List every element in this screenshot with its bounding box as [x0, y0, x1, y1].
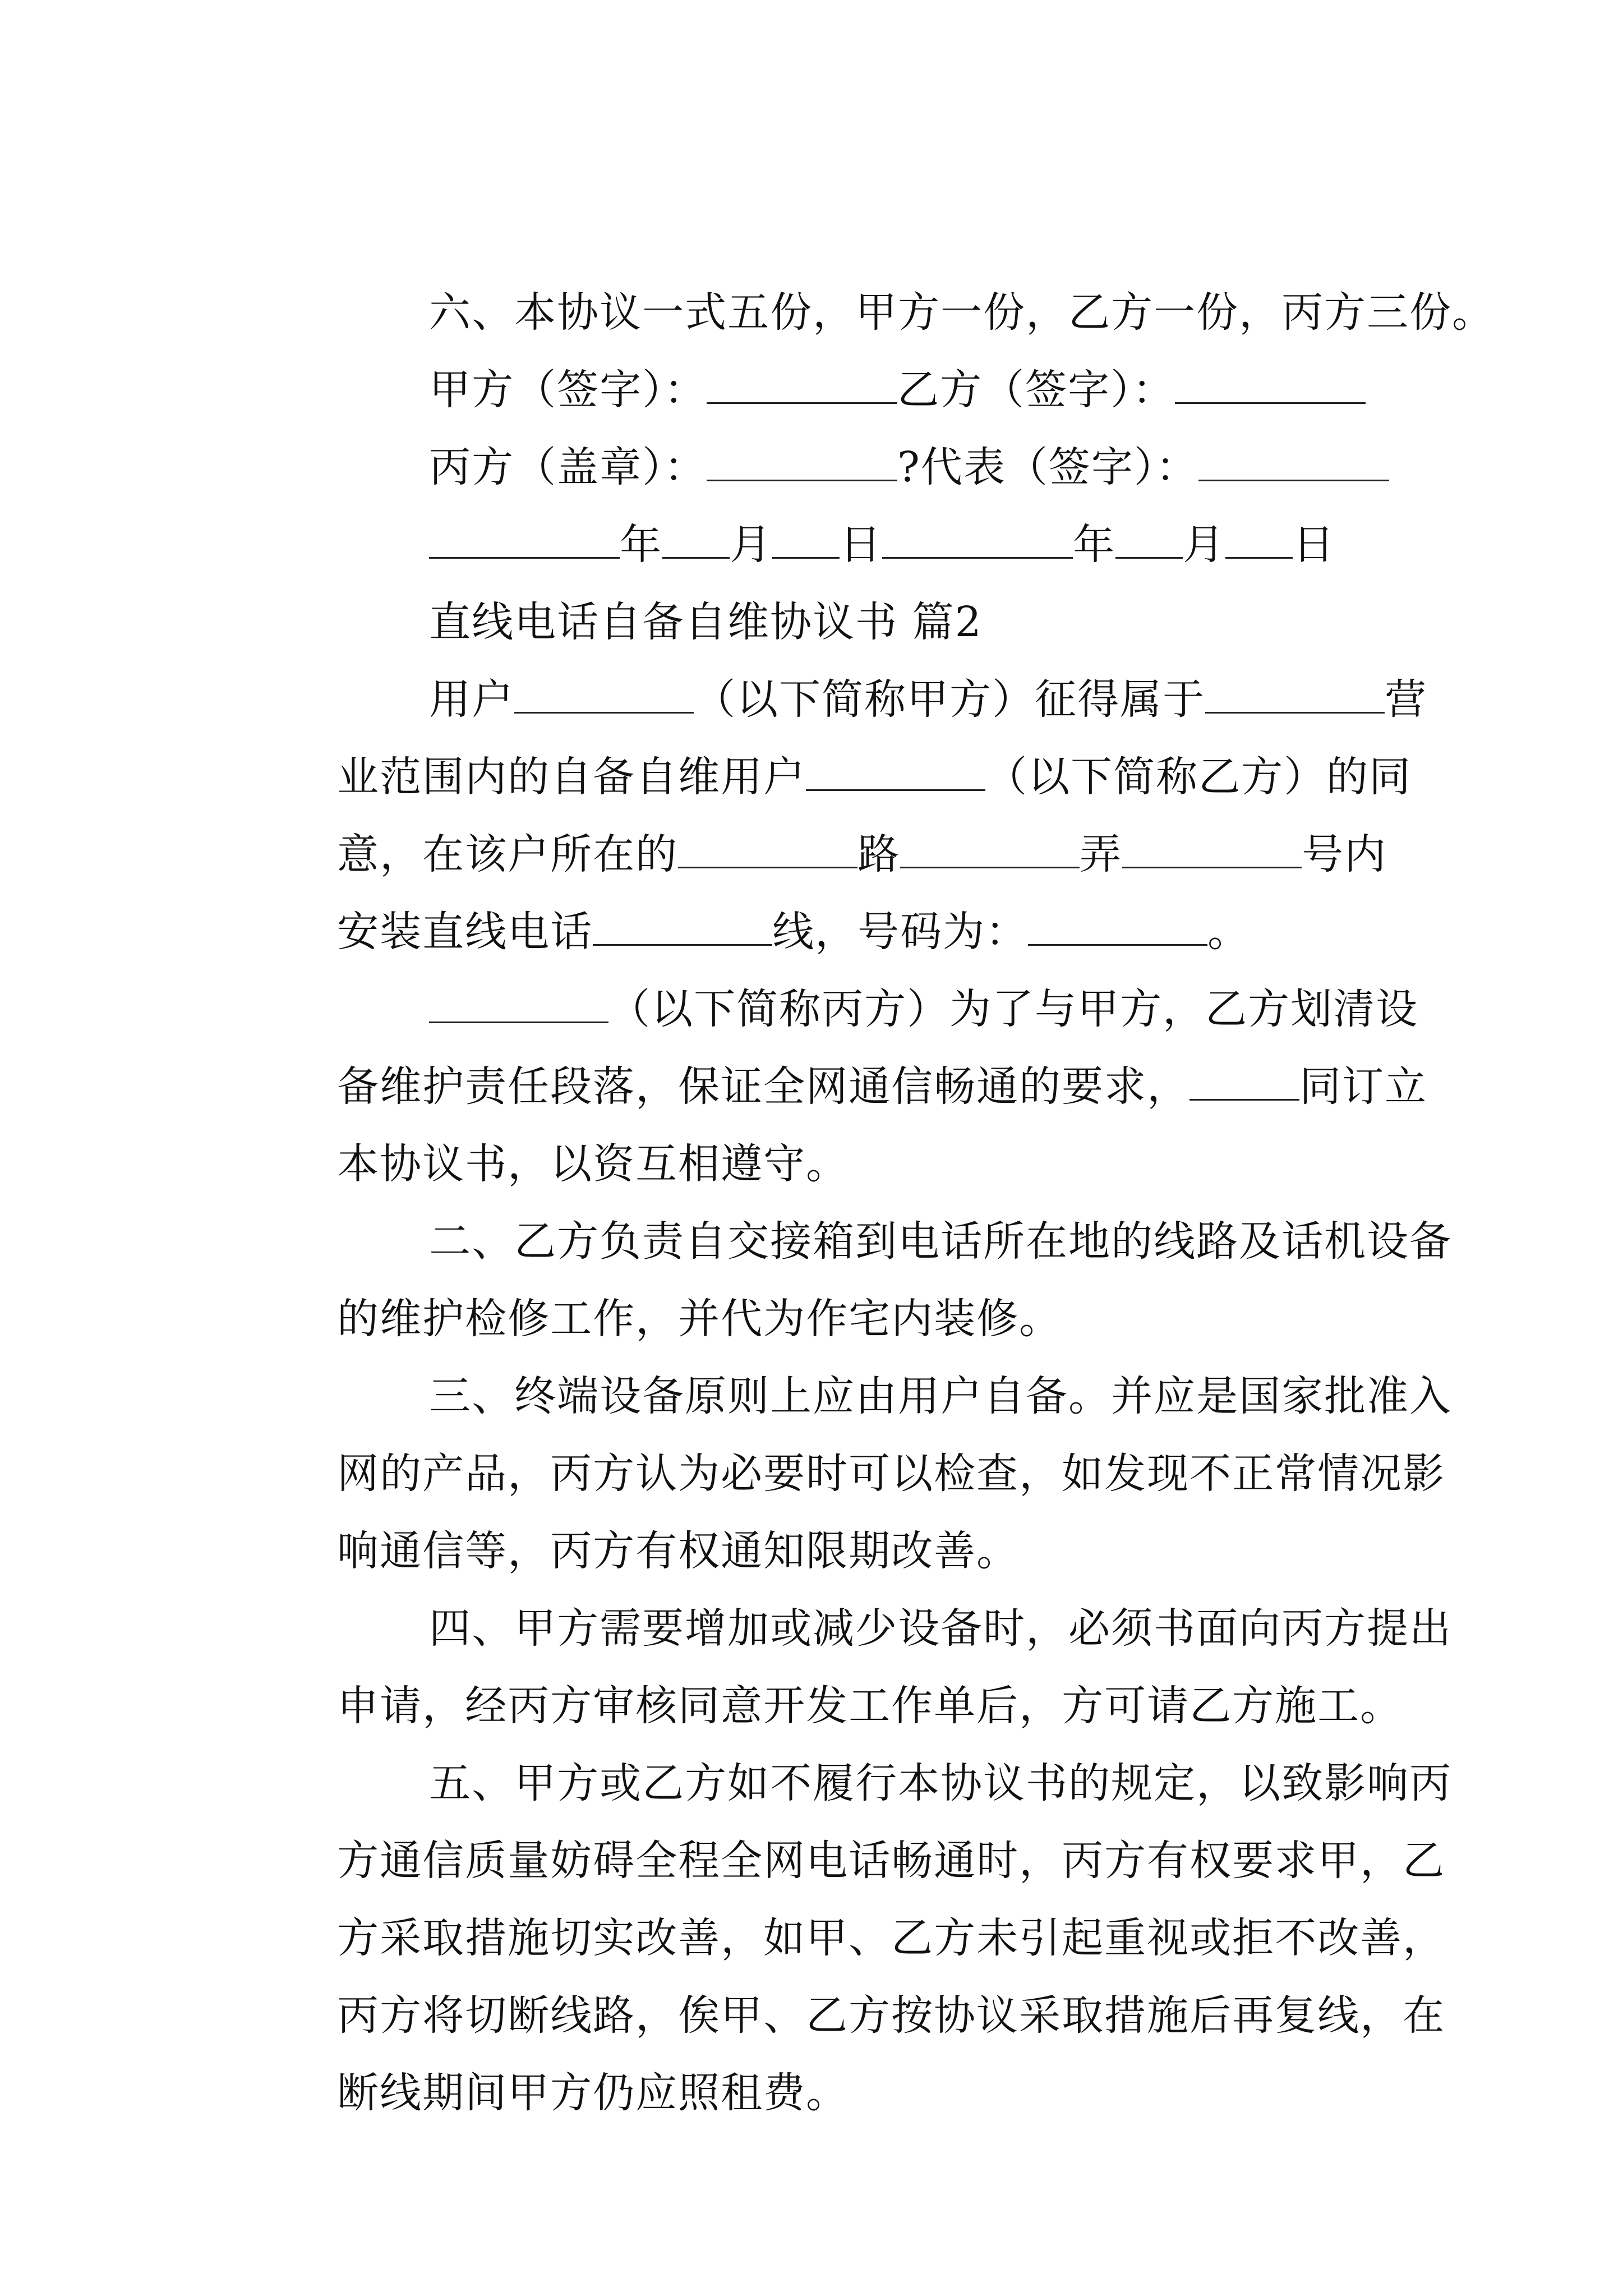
signature-line-c: 丙方（盖章）： ?代表（签字）：	[251, 351, 1373, 429]
paragraph-intro-line: 安装直线电话 线，号码为： 。	[251, 816, 1373, 893]
clause-four: 四、甲方需要增加或减少设备时，必须书面向丙方提出	[429, 1604, 1453, 1653]
blank-field	[1225, 508, 1293, 559]
clause-four: 申请，经丙方审核同意开发工作单后，方可请乙方施工。	[337, 1682, 1403, 1730]
blank-field	[1115, 508, 1183, 559]
blank-field	[900, 817, 1080, 868]
paragraph-intro-line: 业范围内的自备自维用户 （以下简称乙方）的同	[251, 661, 1373, 738]
paragraph-intro-line: 意，在该户所在的 路 弄 号内	[251, 738, 1373, 816]
blank-field	[678, 817, 857, 868]
date-line: 年 月 日 年 月 日	[251, 429, 1373, 506]
clause-five: 丙方将切断线路，俟甲、乙方按协议采取措施后再复线，在	[337, 1991, 1446, 2040]
clause-two: 二、乙方负责自交接箱到电话所在地的线路及话机设备	[429, 1217, 1453, 1266]
blank-field	[429, 508, 620, 559]
clause-five: 断线期间甲方仍应照租费。	[337, 2069, 849, 2117]
paragraph-purpose-line: （以下简称丙方）为了与甲方，乙方划清设	[251, 893, 1373, 970]
paragraph-purpose-line: 本协议书，以资互相遵守。	[337, 1140, 849, 1188]
blank-field	[429, 972, 608, 1023]
paragraph-intro-line: 用户 （以下简称甲方）征得属于 营	[251, 583, 1373, 661]
blank-field	[593, 895, 772, 946]
clause-three: 响通信等，丙方有权通知限期改善。	[337, 1527, 1020, 1575]
blank-field	[707, 430, 897, 481]
section-title: 直线电话自备自维协议书 篇2	[429, 598, 983, 646]
clause-six: 六、本协议一式五份，甲方一份，乙方一份，丙方三份。	[429, 288, 1495, 337]
blank-field	[707, 353, 897, 404]
blank-field	[1122, 817, 1302, 868]
blank-field	[662, 508, 730, 559]
signature-line-ab: 甲方（签字）： 乙方（签字）：	[251, 274, 1373, 351]
clause-three: 三、终端设备原则上应由用户自备。并应是国家批准入	[429, 1372, 1453, 1420]
clause-five: 方采取措施切实改善，如甲、乙方未引起重视或拒不改善，	[337, 1914, 1446, 1962]
clause-two: 的维护检修工作，并代为作宅内装修。	[337, 1295, 1062, 1343]
blank-field	[1198, 430, 1389, 481]
clause-three: 网的产品，丙方认为必要时可以检查，如发现不正常情况影	[337, 1450, 1446, 1498]
blank-field	[882, 508, 1073, 559]
blank-field	[1028, 895, 1207, 946]
document-body	[251, 196, 1495, 2117]
blank-field	[514, 662, 694, 714]
blank-field	[806, 740, 985, 791]
blank-field	[772, 508, 840, 559]
paragraph-purpose-line: 备维护责任段落，保证全网通信畅通的要求， 同订立	[251, 970, 1373, 1048]
blank-field	[1189, 1050, 1299, 1101]
clause-five: 方通信质量妨碍全程全网电话畅通时，丙方有权要求甲，乙	[337, 1837, 1446, 1885]
clause-five: 五、甲方或乙方如不履行本协议书的规定，以致影响丙	[429, 1759, 1453, 1807]
blank-field	[1205, 662, 1385, 714]
blank-field	[1175, 353, 1366, 404]
